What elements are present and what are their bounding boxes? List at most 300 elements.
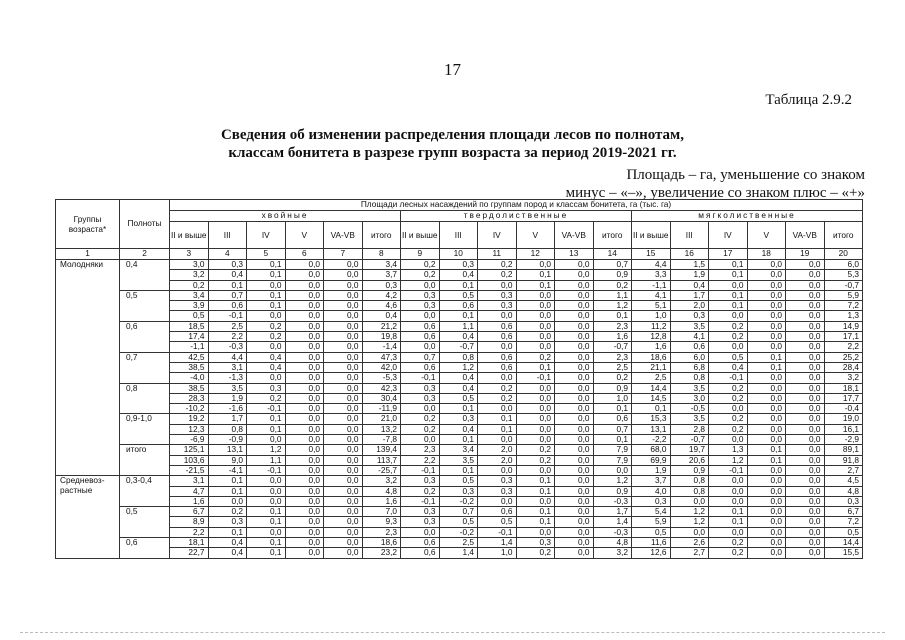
value-cell: 0,4 (709, 362, 748, 372)
value-cell: 30,4 (362, 393, 401, 403)
density-cell: 0,5 (120, 290, 170, 321)
table-row (56, 301, 863, 311)
value-cell: 0,2 (709, 424, 748, 434)
value-cell: 14,9 (824, 321, 863, 331)
column-number: 15 (632, 249, 671, 260)
subheader-cell: V (747, 222, 786, 249)
value-cell: 0,0 (786, 465, 825, 475)
value-cell: 0,0 (555, 393, 594, 403)
value-cell: -1,1 (170, 342, 209, 352)
value-cell: 0,2 (478, 260, 517, 270)
value-cell: 0,0 (324, 445, 363, 455)
value-cell: 0,2 (709, 414, 748, 424)
value-cell: 0,0 (786, 332, 825, 342)
value-cell: 0,0 (324, 301, 363, 311)
value-cell: 0,5 (824, 527, 863, 537)
value-cell: 0,2 (516, 548, 555, 558)
value-cell: 19,8 (362, 332, 401, 342)
value-cell: 15,3 (632, 414, 671, 424)
table-row (56, 496, 863, 506)
value-cell: 7,9 (593, 445, 632, 455)
value-cell: 0,0 (786, 404, 825, 414)
value-cell: -0,1 (516, 373, 555, 383)
value-cell: 0,0 (555, 373, 594, 383)
value-cell: 3,4 (439, 445, 478, 455)
value-cell: 0,0 (285, 414, 324, 424)
value-cell: 0,1 (208, 280, 247, 290)
value-cell: 0,3 (401, 507, 440, 517)
subheader-cell: итого (593, 222, 632, 249)
value-cell: 0,0 (324, 311, 363, 321)
table-reference: Таблица 2.9.2 (765, 92, 852, 108)
value-cell: 0,0 (478, 435, 517, 445)
value-cell: 0,3 (401, 301, 440, 311)
value-cell: 1,6 (170, 496, 209, 506)
subheader-cell: III (208, 222, 247, 249)
value-cell: -0,7 (670, 435, 709, 445)
value-cell: 0,0 (555, 455, 594, 465)
value-cell: -10,2 (170, 404, 209, 414)
value-cell: 0,4 (208, 548, 247, 558)
column-number: 11 (478, 249, 517, 260)
value-cell: 2,7 (670, 548, 709, 558)
value-cell: 0,0 (401, 404, 440, 414)
value-cell: 5,4 (632, 507, 671, 517)
value-cell: 3,5 (208, 383, 247, 393)
page-number: 17 (444, 60, 461, 79)
value-cell: 0,0 (285, 260, 324, 270)
value-cell: 1,2 (439, 362, 478, 372)
value-cell: 22,7 (170, 548, 209, 558)
value-cell: 14,4 (632, 383, 671, 393)
value-cell: -0,1 (709, 373, 748, 383)
value-cell: 0,0 (324, 465, 363, 475)
value-cell: 0,0 (516, 311, 555, 321)
value-cell: 0,1 (439, 435, 478, 445)
subheader-cell: V (285, 222, 324, 249)
value-cell: 0,0 (555, 311, 594, 321)
value-cell: 3,4 (170, 290, 209, 300)
value-cell: 0,3 (401, 476, 440, 486)
value-cell: 2,5 (593, 362, 632, 372)
value-cell: 0,0 (555, 445, 594, 455)
value-cell: 0,0 (786, 373, 825, 383)
value-cell: 0,2 (247, 393, 286, 403)
value-cell: 0,0 (478, 342, 517, 352)
value-cell: 18,1 (824, 383, 863, 393)
value-cell: 1,3 (709, 445, 748, 455)
value-cell: 18,5 (170, 321, 209, 331)
value-cell: 0,0 (786, 342, 825, 352)
value-cell: 0,0 (786, 321, 825, 331)
value-cell: 5,3 (824, 270, 863, 280)
value-cell: 2,5 (439, 538, 478, 548)
value-cell: 0,0 (786, 455, 825, 465)
value-cell: 0,0 (747, 538, 786, 548)
table-row (56, 527, 863, 537)
value-cell: 0,0 (285, 538, 324, 548)
value-cell: 0,0 (401, 435, 440, 445)
value-cell: 0,0 (786, 393, 825, 403)
subheader-cell: II и выше (632, 222, 671, 249)
value-cell: 13,1 (208, 445, 247, 455)
value-cell: 0,0 (786, 383, 825, 393)
value-cell: 0,0 (747, 496, 786, 506)
table-row (56, 548, 863, 558)
column-number: 3 (170, 249, 209, 260)
value-cell: 0,0 (516, 496, 555, 506)
value-cell: -0,9 (208, 435, 247, 445)
value-cell: 2,0 (478, 455, 517, 465)
table-row (56, 465, 863, 475)
value-cell: -1,1 (632, 280, 671, 290)
value-cell: 3,4 (362, 260, 401, 270)
value-cell: 8,9 (170, 517, 209, 527)
age-group-cell: Молодняки (56, 260, 120, 476)
value-cell: 3,2 (362, 476, 401, 486)
value-cell: 0,0 (747, 517, 786, 527)
value-cell: 3,7 (632, 476, 671, 486)
value-cell: 68,0 (632, 445, 671, 455)
value-cell: 14,5 (632, 393, 671, 403)
value-cell: 0,1 (208, 486, 247, 496)
value-cell: 2,3 (401, 445, 440, 455)
value-cell: 3,1 (208, 362, 247, 372)
table-row (56, 435, 863, 445)
value-cell: 0,1 (516, 362, 555, 372)
value-cell: 0,0 (324, 290, 363, 300)
value-cell: 0,0 (747, 301, 786, 311)
value-cell: 0,0 (709, 435, 748, 445)
value-cell: 0,0 (555, 538, 594, 548)
table-row (56, 342, 863, 352)
value-cell: 0,0 (401, 311, 440, 321)
value-cell: 0,0 (555, 383, 594, 393)
table-row (56, 414, 863, 424)
value-cell: 0,5 (439, 290, 478, 300)
value-cell: -5,3 (362, 373, 401, 383)
value-cell: 17,1 (824, 332, 863, 342)
value-cell: 0,0 (555, 362, 594, 372)
value-cell: -0,2 (439, 496, 478, 506)
column-number: 5 (247, 249, 286, 260)
value-cell: 0,0 (324, 383, 363, 393)
value-cell: 0,3 (478, 290, 517, 300)
value-cell: 0,0 (786, 527, 825, 537)
value-cell: 0,0 (786, 538, 825, 548)
value-cell: 1,2 (593, 301, 632, 311)
subheader-cell: IV (247, 222, 286, 249)
column-number: 12 (516, 249, 555, 260)
value-cell: -11,9 (362, 404, 401, 414)
value-cell: 0,0 (555, 548, 594, 558)
density-cell: 0,4 (120, 260, 170, 291)
value-cell: 0,1 (709, 301, 748, 311)
value-cell: 0,0 (709, 527, 748, 537)
value-cell: 1,6 (593, 332, 632, 342)
value-cell: 0,0 (247, 311, 286, 321)
value-cell: 0,1 (439, 465, 478, 475)
value-cell: 0,6 (478, 321, 517, 331)
value-cell: 2,5 (632, 373, 671, 383)
value-cell: -0,3 (593, 527, 632, 537)
value-cell: 42,0 (362, 362, 401, 372)
value-cell: 2,0 (478, 445, 517, 455)
value-cell: 4,1 (632, 290, 671, 300)
value-cell: 0,1 (516, 270, 555, 280)
value-cell: 0,1 (593, 311, 632, 321)
value-cell: 0,6 (593, 414, 632, 424)
value-cell: 0,1 (516, 486, 555, 496)
value-cell: 3,5 (670, 414, 709, 424)
value-cell: 1,2 (593, 476, 632, 486)
value-cell: 0,0 (747, 393, 786, 403)
table-row (56, 311, 863, 321)
value-cell: 25,2 (824, 352, 863, 362)
value-cell: 0,0 (709, 496, 748, 506)
value-cell: 0,2 (709, 393, 748, 403)
value-cell: 0,0 (401, 280, 440, 290)
value-cell: 0,0 (593, 465, 632, 475)
value-cell: 0,7 (439, 507, 478, 517)
unit-note (566, 166, 865, 202)
value-cell: 0,5 (709, 352, 748, 362)
value-cell: 0,3 (208, 517, 247, 527)
value-cell: 0,0 (516, 527, 555, 537)
value-cell: 0,0 (747, 270, 786, 280)
value-cell: 3,5 (439, 455, 478, 465)
header-hardwood: твердолиственные (401, 211, 632, 222)
value-cell: 0,0 (747, 404, 786, 414)
value-cell: -4,0 (170, 373, 209, 383)
value-cell: 0,2 (478, 270, 517, 280)
table-row (56, 424, 863, 434)
value-cell: 4,0 (632, 486, 671, 496)
value-cell: 9,3 (362, 517, 401, 527)
value-cell: 0,6 (478, 507, 517, 517)
value-cell: 0,5 (439, 517, 478, 527)
value-cell: 91,8 (824, 455, 863, 465)
value-cell: 0,2 (516, 455, 555, 465)
value-cell: 0,0 (516, 404, 555, 414)
value-cell: 4,2 (362, 290, 401, 300)
value-cell: 3,2 (170, 270, 209, 280)
value-cell: 89,1 (824, 445, 863, 455)
value-cell: 0,0 (324, 352, 363, 362)
value-cell: 0,0 (786, 548, 825, 558)
value-cell: -0,1 (401, 496, 440, 506)
value-cell: 3,2 (824, 373, 863, 383)
value-cell: 0,0 (324, 455, 363, 465)
value-cell: 0,0 (709, 311, 748, 321)
value-cell: 0,0 (555, 424, 594, 434)
value-cell: 0,0 (786, 260, 825, 270)
value-cell: 47,3 (362, 352, 401, 362)
value-cell: 139,4 (362, 445, 401, 455)
value-cell: 0,0 (324, 517, 363, 527)
value-cell: 0,6 (401, 548, 440, 558)
value-cell: 3,0 (670, 393, 709, 403)
value-cell: 2,2 (208, 332, 247, 342)
value-cell: 113,7 (362, 455, 401, 465)
value-cell: 0,1 (516, 280, 555, 290)
value-cell: 21,2 (362, 321, 401, 331)
value-cell: 0,0 (247, 342, 286, 352)
value-cell: 2,3 (362, 527, 401, 537)
value-cell: 0,9 (593, 383, 632, 393)
value-cell: 0,0 (747, 424, 786, 434)
value-cell: 1,3 (824, 311, 863, 321)
value-cell: 0,0 (555, 517, 594, 527)
value-cell: 0,0 (786, 424, 825, 434)
value-cell: 0,0 (285, 373, 324, 383)
value-cell: 0,0 (555, 301, 594, 311)
value-cell: 0,0 (285, 465, 324, 475)
value-cell: 28,3 (170, 393, 209, 403)
subheader-cell: II и выше (401, 222, 440, 249)
value-cell: 0,3 (362, 280, 401, 290)
value-cell: 0,0 (709, 404, 748, 414)
value-cell: 1,2 (709, 455, 748, 465)
value-cell: 0,0 (747, 260, 786, 270)
value-cell: 0,0 (516, 383, 555, 393)
value-cell: 0,0 (555, 507, 594, 517)
value-cell: 0,0 (324, 527, 363, 537)
value-cell: 0,0 (285, 311, 324, 321)
value-cell: 0,0 (670, 496, 709, 506)
value-cell: 0,0 (324, 435, 363, 445)
value-cell: 0,0 (786, 290, 825, 300)
value-cell: -7,8 (362, 435, 401, 445)
value-cell: 0,2 (709, 332, 748, 342)
value-cell: 0,3 (439, 486, 478, 496)
value-cell: 0,9 (593, 270, 632, 280)
column-number: 4 (208, 249, 247, 260)
value-cell: 21,1 (632, 362, 671, 372)
value-cell: 0,4 (208, 270, 247, 280)
value-cell: 0,0 (247, 486, 286, 496)
value-cell: 21,0 (362, 414, 401, 424)
density-cell: 0,5 (120, 507, 170, 538)
value-cell: 4,8 (593, 538, 632, 548)
value-cell: 4,6 (362, 301, 401, 311)
value-cell: 0,0 (208, 496, 247, 506)
table-row (56, 455, 863, 465)
column-number: 6 (285, 249, 324, 260)
value-cell: -0,1 (247, 465, 286, 475)
table-row (56, 404, 863, 414)
value-cell: 6,0 (670, 352, 709, 362)
value-cell: 0,0 (786, 362, 825, 372)
value-cell: 6,7 (170, 507, 209, 517)
value-cell: 0,1 (247, 548, 286, 558)
value-cell: -6,9 (170, 435, 209, 445)
header-subcolumns (56, 222, 863, 249)
value-cell: 1,4 (439, 548, 478, 558)
title-line-1: Сведения об изменении распределения площади лесов по полнотам, (220, 127, 685, 143)
value-cell: 0,0 (324, 280, 363, 290)
table-row (56, 445, 863, 455)
value-cell: 4,8 (362, 486, 401, 496)
value-cell: 1,7 (593, 507, 632, 517)
value-cell: 0,2 (170, 280, 209, 290)
value-cell: 0,8 (208, 424, 247, 434)
value-cell: 0,0 (324, 476, 363, 486)
value-cell: 0,1 (593, 435, 632, 445)
density-cell: 0,7 (120, 352, 170, 383)
value-cell: 0,0 (555, 290, 594, 300)
value-cell: 0,0 (285, 352, 324, 362)
value-cell: 1,1 (439, 321, 478, 331)
value-cell: 0,0 (516, 465, 555, 475)
value-cell: 0,6 (401, 538, 440, 548)
value-cell: 42,5 (170, 352, 209, 362)
value-cell: 0,1 (709, 270, 748, 280)
value-cell: 0,0 (516, 321, 555, 331)
value-cell: 0,7 (401, 352, 440, 362)
value-cell: 0,0 (324, 486, 363, 496)
value-cell: 0,0 (247, 527, 286, 537)
value-cell: 0,0 (285, 342, 324, 352)
value-cell: 19,2 (170, 414, 209, 424)
value-cell: -1,4 (362, 342, 401, 352)
value-cell: 38,5 (170, 383, 209, 393)
value-cell: 0,1 (247, 538, 286, 548)
value-cell: 0,0 (285, 486, 324, 496)
value-cell: 1,9 (632, 465, 671, 475)
value-cell: 0,0 (786, 445, 825, 455)
value-cell: 0,4 (439, 424, 478, 434)
value-cell: 0,2 (478, 383, 517, 393)
header-coniferous: хвойные (170, 211, 401, 222)
table-body (56, 260, 863, 559)
value-cell: 0,0 (555, 435, 594, 445)
value-cell: 0,1 (247, 424, 286, 434)
density-cell: 0,3-0,4 (120, 476, 170, 507)
value-cell: 16,1 (824, 424, 863, 434)
value-cell: 12,3 (170, 424, 209, 434)
value-cell: 0,0 (285, 270, 324, 280)
density-cell: 0,6 (120, 538, 170, 559)
header-softwood: мягколиственные (632, 211, 863, 222)
value-cell: 1,2 (247, 445, 286, 455)
value-cell: 2,7 (824, 465, 863, 475)
value-cell: 0,2 (516, 445, 555, 455)
value-cell: 2,3 (593, 321, 632, 331)
value-cell: 42,3 (362, 383, 401, 393)
value-cell: 0,6 (478, 352, 517, 362)
value-cell: 18,6 (632, 352, 671, 362)
value-cell: 0,0 (285, 362, 324, 372)
document-title (0, 126, 905, 162)
value-cell: 0,0 (555, 270, 594, 280)
value-cell: 0,0 (285, 301, 324, 311)
value-cell: 0,0 (516, 414, 555, 424)
unit-note-line-1: Площадь – га, уменьшение со знаком (626, 167, 865, 183)
value-cell: 0,1 (478, 414, 517, 424)
value-cell: 2,2 (401, 455, 440, 465)
value-cell: 0,0 (747, 280, 786, 290)
value-cell: 1,6 (632, 342, 671, 352)
value-cell: 0,2 (709, 538, 748, 548)
value-cell: 0,0 (401, 342, 440, 352)
value-cell: 0,1 (516, 517, 555, 527)
column-number: 1 (56, 249, 120, 260)
value-cell: 6,8 (670, 362, 709, 372)
value-cell: 0,2 (247, 332, 286, 342)
value-cell: 0,0 (247, 476, 286, 486)
column-number: 17 (709, 249, 748, 260)
